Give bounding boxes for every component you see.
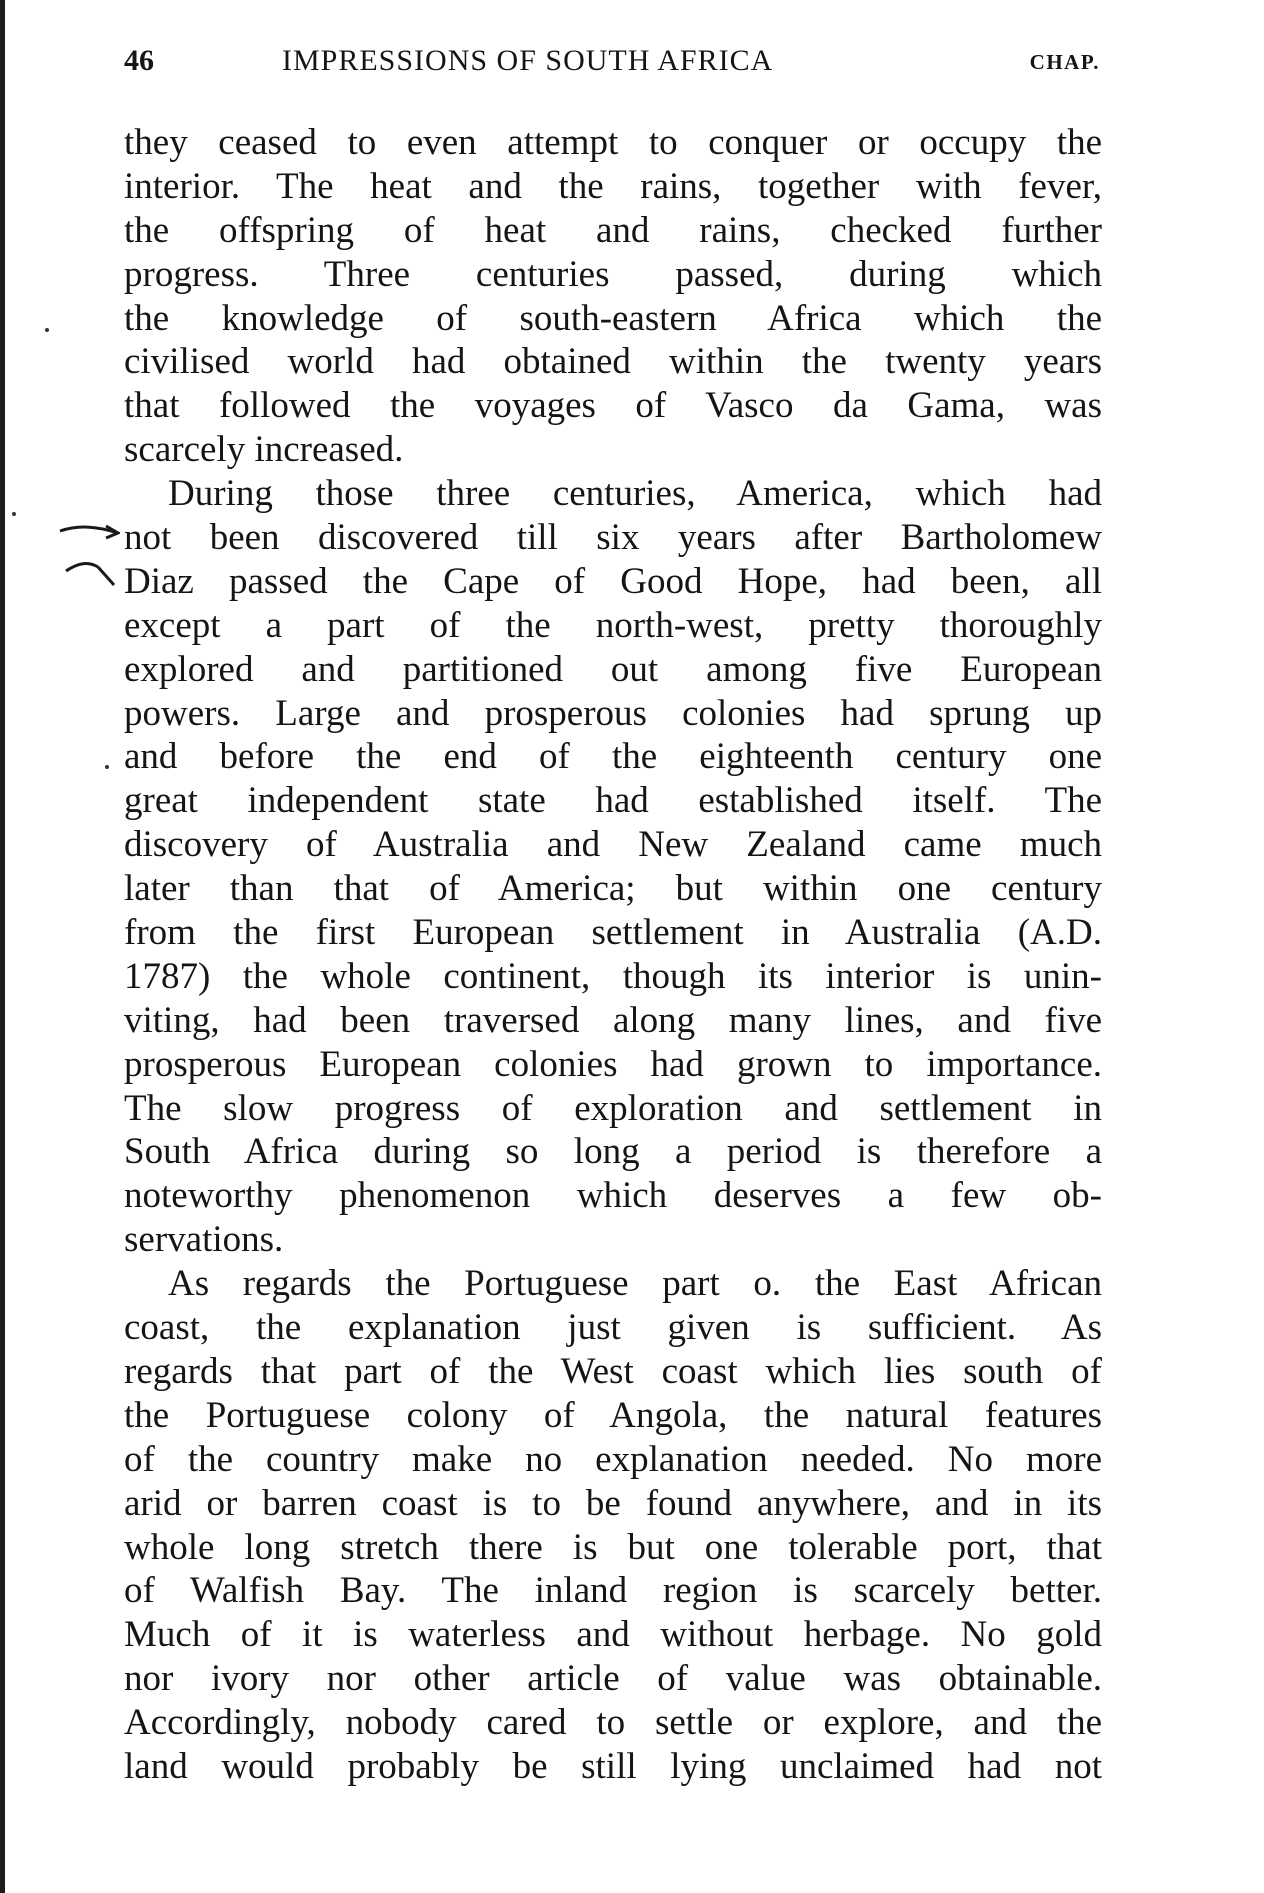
text-line: and before the end of the eighteenth century one <box>124 736 1102 778</box>
text-line: they ceased to even attempt to conquer or occupy the <box>124 122 1102 163</box>
text-line: arid or barren coast is to be found anywhere, and in its <box>124 1482 1102 1524</box>
margin-speck <box>12 512 16 516</box>
text-line: civilised world had obtained within the twenty years <box>124 341 1102 383</box>
page-edge-rule <box>0 0 5 1893</box>
text-line: nor ivory nor other article of value was obtainable. <box>124 1658 1102 1700</box>
text-line: 1787) the whole continent, though its interior is unin- <box>124 955 1102 997</box>
text-line: not been discovered till six years after Bartholomew <box>124 517 1102 559</box>
margin-caret-mark <box>64 555 128 585</box>
text-line: interior. The heat and the rains, together with fever, <box>124 165 1102 207</box>
text-line: As regards the Portuguese part o. the East African <box>168 1263 1102 1305</box>
text-line: from the first European settlement in Australia (A.D. <box>124 912 1102 954</box>
running-title: IMPRESSIONS OF SOUTH AFRICA <box>282 44 774 77</box>
margin-speck <box>45 328 49 332</box>
text-line: great independent state had established itself. The <box>124 780 1102 822</box>
margin-arrow-mark <box>56 515 120 545</box>
text-line: prosperous European colonies had grown to importance. <box>124 1043 1102 1085</box>
text-line: except a part of the north-west, pretty thoroughly <box>124 604 1102 646</box>
text-line: the knowledge of south-eastern Africa which the <box>124 297 1102 339</box>
text-line: the Portuguese colony of Angola, the natural features <box>124 1394 1102 1436</box>
page-header <box>124 44 1104 84</box>
text-line: whole long stretch there is but one tolerable port, that <box>124 1526 1102 1568</box>
text-line: South Africa during so long a period is therefore a <box>124 1131 1102 1173</box>
text-line: Accordingly, nobody cared to settle or explore, and the <box>124 1702 1102 1744</box>
body-text <box>124 121 1102 1789</box>
text-line: explored and partitioned out among five European <box>124 648 1102 690</box>
text-line: Diaz passed the Cape of Good Hope, had been, all <box>124 560 1102 602</box>
text-line: of Walfish Bay. The inland region is scarcely better. <box>124 1570 1102 1612</box>
text-line: powers. Large and prosperous colonies had sprung up <box>124 692 1102 734</box>
text-line: of the country make no explanation needed. No more <box>124 1438 1102 1480</box>
page-number: 46 <box>124 44 154 77</box>
text-line: During those three centuries, America, which had <box>168 473 1102 515</box>
text-line: regards that part of the West coast which lies south of <box>124 1350 1102 1392</box>
text-line: The slow progress of exploration and settlement in <box>124 1087 1102 1129</box>
chapter-label: CHAP. <box>1029 50 1100 74</box>
text-line: viting, had been traversed along many lines, and five <box>124 999 1102 1041</box>
text-line: later than that of America; but within one century <box>124 868 1102 910</box>
text-line: servations. <box>124 1219 284 1261</box>
text-line: land would probably be still lying unclaimed had not <box>124 1745 1102 1787</box>
text-line: scarcely increased. <box>124 429 404 471</box>
text-line: coast, the explanation just given is sufficient. As <box>124 1307 1102 1349</box>
text-line: discovery of Australia and New Zealand came much <box>124 824 1102 866</box>
text-line: the offspring of heat and rains, checked further <box>124 209 1102 251</box>
text-line: Much of it is waterless and without herbage. No gold <box>124 1614 1102 1656</box>
text-line: that followed the voyages of Vasco da Gama, was <box>124 385 1102 427</box>
text-line: noteworthy phenomenon which deserves a few ob- <box>124 1175 1102 1217</box>
margin-speck <box>105 765 109 769</box>
text-line: progress. Three centuries passed, during which <box>124 253 1102 295</box>
